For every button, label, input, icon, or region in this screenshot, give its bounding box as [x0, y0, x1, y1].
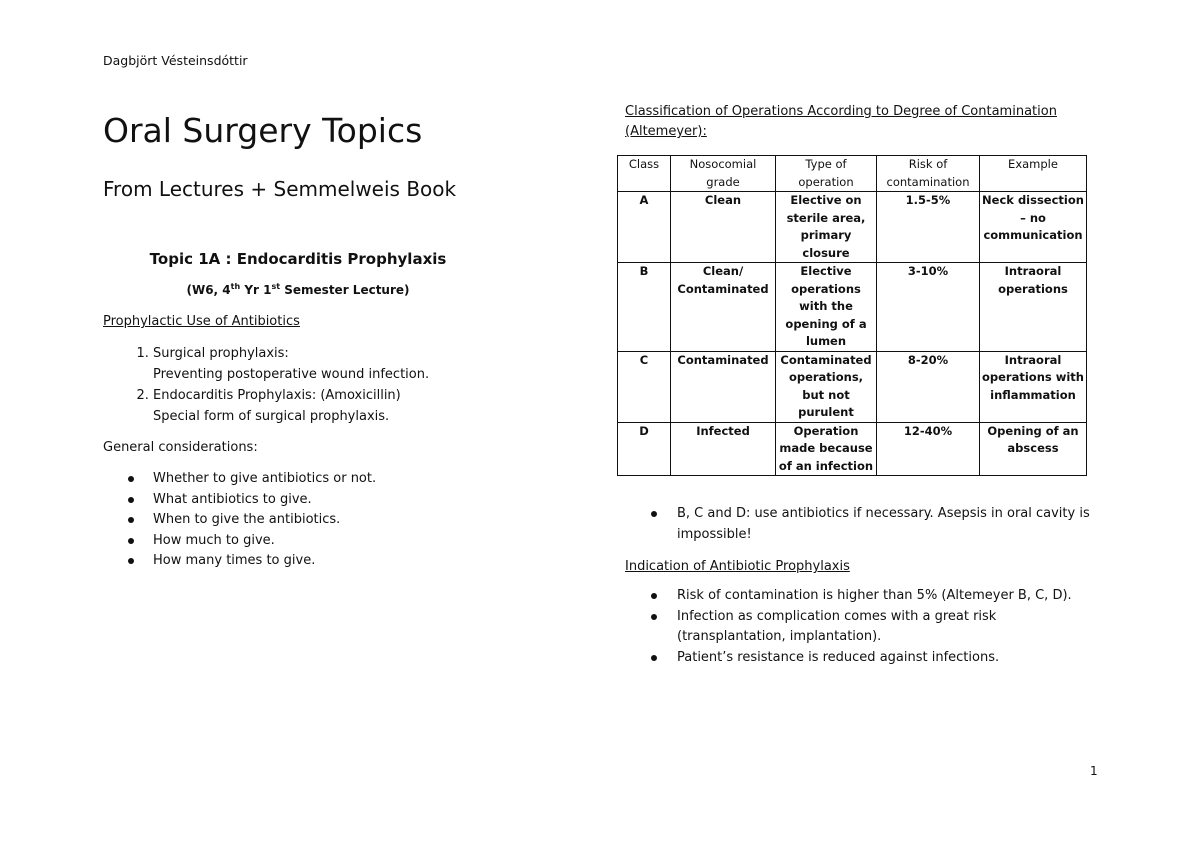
table-cell: 12-40% — [877, 422, 980, 476]
bullet-icon — [651, 655, 657, 661]
list-item — [625, 607, 1095, 648]
prophylactic-heading: Prophylactic Use of Antibiotics — [103, 314, 300, 329]
list-item-text: B, C and D: use antibiotics if necessary. Asepsis in oral cavity is impossible! — [677, 506, 1090, 542]
table-cell: Neck dissection – no communication — [980, 192, 1087, 263]
list-item — [625, 504, 1095, 545]
table-cell: Intraoral operations — [980, 263, 1087, 352]
list-item — [103, 551, 523, 572]
table-cell: A — [618, 192, 671, 263]
table-cell: Elective on sterile area, primary closure — [776, 192, 877, 263]
list-item-text: Infection as complication comes with a great risk (transplantation, implantation). — [677, 608, 997, 644]
table-cell: Intraoral operations with inflammation — [980, 351, 1087, 422]
list-item — [103, 490, 523, 511]
list-item-text: What antibiotics to give. — [153, 491, 312, 507]
prophylactic-list — [103, 343, 523, 427]
left-column — [103, 110, 523, 572]
table-row — [618, 422, 1087, 476]
column-header: Type of operation — [776, 156, 877, 192]
table-cell: 1.5-5% — [877, 192, 980, 263]
table-cell: B — [618, 263, 671, 352]
author-name: Dagbjört Vésteinsdóttir — [103, 53, 248, 68]
lecture-sup-2: st — [271, 282, 281, 291]
list-item-text: Whether to give antibiotics or not. — [153, 471, 377, 486]
lecture-mid: Yr 1 — [240, 283, 272, 297]
list-item — [625, 648, 1095, 669]
table-cell: Opening of an abscess — [980, 422, 1087, 476]
list-item — [625, 586, 1095, 607]
list-item-line: 1. Surgical prophylaxis: — [153, 346, 289, 361]
table-cell: Infected — [671, 422, 776, 476]
general-list — [103, 469, 523, 572]
table-cell: Elective operations with the opening of a lumen — [776, 263, 877, 352]
topic-heading: Topic 1A : Endocarditis Prophylaxis — [149, 250, 447, 268]
list-item-text: When to give the antibiotics. — [153, 512, 341, 527]
bullet-icon — [128, 497, 134, 503]
list-item-line: 2. Endocarditis Prophylaxis: (Amoxicillin) — [153, 388, 401, 403]
table-cell: Clean — [671, 192, 776, 263]
bullet-icon — [651, 614, 657, 620]
list-item-line: Preventing postoperative wound infection. — [153, 367, 430, 382]
document-subtitle: From Lectures + Semmelweis Book — [103, 177, 457, 201]
table-row — [618, 192, 1087, 263]
bullet-icon — [128, 538, 134, 544]
bullet-icon — [128, 558, 134, 564]
list-item — [103, 469, 523, 490]
classification-table — [617, 155, 1087, 476]
column-header: Risk of contamination — [877, 156, 980, 192]
indication-heading: Indication of Antibiotic Prophylaxis — [625, 559, 850, 574]
lecture-info — [103, 282, 493, 297]
list-item-line: Special form of surgical prophylaxis. — [153, 409, 390, 424]
list-item — [153, 385, 523, 427]
general-heading: General considerations: — [103, 440, 258, 455]
bullet-icon — [128, 476, 134, 482]
table-cell: Contaminated — [671, 351, 776, 422]
list-item — [103, 510, 523, 531]
table-cell: Contaminated operations, but not purulent — [776, 351, 877, 422]
bullet-icon — [651, 511, 657, 517]
column-header: Nosocomial grade — [671, 156, 776, 192]
list-item-text: How many times to give. — [153, 553, 316, 568]
table-cell: 3-10% — [877, 263, 980, 352]
bullet-icon — [128, 517, 134, 523]
list-item — [153, 343, 523, 385]
indication-section — [625, 504, 1095, 668]
page-number: 1 — [1090, 764, 1098, 778]
document-title: Oral Surgery Topics — [103, 111, 423, 150]
bullet-icon — [651, 593, 657, 599]
list-item-text: How much to give. — [153, 532, 275, 548]
column-header: Class — [618, 156, 671, 192]
lecture-prefix: (W6, 4 — [186, 283, 231, 297]
table-cell: Operation made because of an infection — [776, 422, 877, 476]
classification-title: Classification of Operations According to Degree of Contamination (Altemeyer): — [625, 104, 1057, 139]
indication-list — [625, 586, 1095, 668]
list-item — [103, 531, 523, 552]
table-header-row — [618, 156, 1087, 192]
table-cell: Clean/ Contaminated — [671, 263, 776, 352]
note-list — [625, 504, 1095, 545]
lecture-sup-1: th — [230, 282, 241, 291]
table-row — [618, 351, 1087, 422]
table-cell: D — [618, 422, 671, 476]
table-cell: 8-20% — [877, 351, 980, 422]
column-header: Example — [980, 156, 1087, 192]
right-column — [625, 102, 1095, 665]
table-row — [618, 263, 1087, 352]
lecture-suffix: Semester Lecture) — [280, 283, 410, 297]
list-item-text: Patient’s resistance is reduced against infections. — [677, 649, 1000, 665]
table-cell: C — [618, 351, 671, 422]
list-item-text: Risk of contamination is higher than 5% (Altemeyer B, C, D). — [677, 588, 1072, 603]
